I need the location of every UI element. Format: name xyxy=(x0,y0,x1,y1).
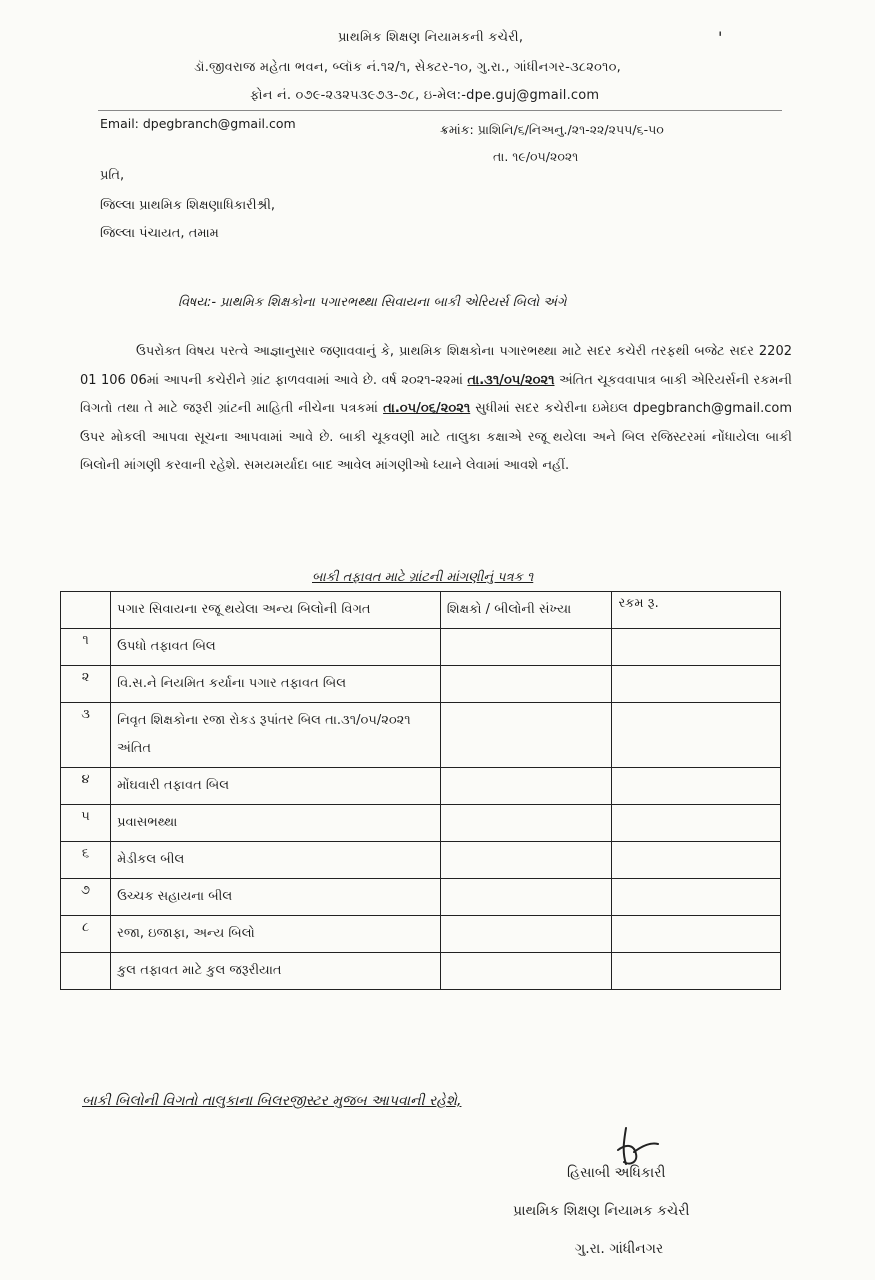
office-address: ડૉ.જીવરાજ મહેતા ભવન, બ્લૉક નં.૧૨/૧, સેક્ટર-૧૦, ગુ.રા., ગાંધીનગર-૩૮૨૦૧૦, xyxy=(194,60,621,75)
row-number: ૧ xyxy=(61,629,111,666)
office-contact: ફોન નં. ૦૭૯-૨૩૨૫૩૯૭૩-૭૮, ઇ-મેલ:-dpe.guj@gmail.com xyxy=(250,88,600,103)
table-row xyxy=(61,879,781,916)
row-count-cell[interactable] xyxy=(440,703,612,768)
body-paragraph xyxy=(80,338,792,481)
recipient-panchayat: જિલ્લા પંચાયત, તમામ xyxy=(100,226,219,241)
row-count-cell[interactable] xyxy=(440,629,612,666)
body-part-1: ઉપરોક્ત વિષય પરત્વે આજ્ઞાનુસાર જણાવવાનું કે, પ્રાથમિક શિક્ષકોના પગારભથ્થા માટે સદર કચેરી તરફથી બજેટ સદર 2202 01 106 06માં આપની કચેરીને ગ્રાંટ ફાળવવામાં આવે છે. વર્ષ ૨૦૨૧-૨૨માં xyxy=(80,344,792,388)
row-count-cell[interactable] xyxy=(440,879,612,916)
row-amount-cell[interactable] xyxy=(612,629,781,666)
corner-mark: ' xyxy=(718,28,723,47)
table-row xyxy=(61,805,781,842)
signature-office: પ્રાથમિક શિક્ષણ નિયામક કચેરી xyxy=(513,1203,690,1219)
row-description: ઉચ્ચક સહાયના બીલ xyxy=(111,879,441,916)
table-total-row xyxy=(61,953,781,990)
header-count-cell: શિક્ષકો / બીલોની સંખ્યા xyxy=(440,592,612,629)
body-part-3: સુધીમાં સદર કચેરીના ઇમેઇલ dpegbranch@gmail.com ઉપર મોકલી આપવા સૂચના આપવામાં આવે છે. બાકી ચૂકવણી માટે તાલુકા કક્ષાએ રજૂ થયેલા અને બિલ રજિસ્ટરમાં નોંધાયેલા બાકી બિલોની માંગણી કરવાની રહેશે. સમયમર્યાદા બાદ આવેલ માંગણીઓ ધ્યાને લેવામાં આવશે નહીં. xyxy=(80,401,793,474)
footer-note: બાકી બિલોની વિગતો તાલુકાના બિલરજીસ્ટર મુજબ આપવાની રહેશે, xyxy=(82,1093,462,1109)
table-header-row xyxy=(61,592,781,629)
row-number: ૬ xyxy=(61,842,111,879)
bill-table xyxy=(60,591,781,990)
row-amount-cell[interactable] xyxy=(612,842,781,879)
table-row xyxy=(61,703,781,768)
office-name: પ્રાથમિક શિક્ષણ નિયામકની કચેરી, xyxy=(338,30,524,45)
signature-place: ગુ.રા. ગાંધીનગર xyxy=(575,1241,664,1257)
row-number: ૫ xyxy=(61,805,111,842)
body-part-2: અંતિત ચૂકવવાપાત્ર બાકી એરિયર્સની રકમની વિગતો તથા તે માટે જરૂરી ગ્રાંટની માહિતી નીચેના પત્રકમાં xyxy=(80,372,793,417)
row-description: મેડીકલ બીલ xyxy=(111,842,441,879)
letter-date: તા. ૧૯/૦૫/૨૦૨૧ xyxy=(493,149,579,164)
table-row xyxy=(61,666,781,703)
table-title: બાકી તફાવત માટે ગ્રાંટની માંગણીનું પત્રક ૧ xyxy=(312,570,534,585)
total-count-cell[interactable] xyxy=(440,953,612,990)
row-amount-cell[interactable] xyxy=(612,879,781,916)
row-number: ૮ xyxy=(61,916,111,953)
row-count-cell[interactable] xyxy=(440,768,612,805)
row-description: પ્રવાસભથ્થા xyxy=(111,805,441,842)
table-row xyxy=(61,768,781,805)
row-description: રજા, ઇજાફા, અન્ય બિલો xyxy=(111,916,441,953)
row-number: ૪ xyxy=(61,768,111,805)
row-count-cell[interactable] xyxy=(440,666,612,703)
row-description: ઉપધો તફાવત બિલ xyxy=(111,629,441,666)
recipient-officer: જિલ્લા પ્રાથમિક શિક્ષણાધિકારીશ્રી, xyxy=(100,198,276,213)
total-label: કુલ તફાવત માટે કુલ જરૂરીયાત xyxy=(111,953,441,990)
row-amount-cell[interactable] xyxy=(612,703,781,768)
header-divider xyxy=(98,110,782,111)
header-amount-cell: રકમ રૂ. xyxy=(612,592,781,629)
total-amount-cell[interactable] xyxy=(612,953,781,990)
row-count-cell[interactable] xyxy=(440,916,612,953)
recipient-to: પ્રતિ, xyxy=(100,168,125,183)
row-count-cell[interactable] xyxy=(440,805,612,842)
total-num-cell xyxy=(61,953,111,990)
row-number: ૭ xyxy=(61,879,111,916)
table-row xyxy=(61,842,781,879)
header-desc-cell: પગાર સિવાયના રજૂ થયેલા અન્ય બિલોની વિગત xyxy=(111,592,441,629)
header-num-cell xyxy=(61,592,111,629)
row-amount-cell[interactable] xyxy=(612,666,781,703)
body-date-2: તા.૦૫/૦૬/૨૦૨૧ xyxy=(383,401,471,417)
row-amount-cell[interactable] xyxy=(612,805,781,842)
row-number: ૩ xyxy=(61,703,111,768)
row-amount-cell[interactable] xyxy=(612,916,781,953)
row-number: ૨ xyxy=(61,666,111,703)
body-date-1: તા.૩૧/૦૫/૨૦૨૧ xyxy=(467,372,555,388)
signature-title: હિસાબી અધિકારી xyxy=(567,1165,666,1181)
row-description: નિવૃત શિક્ષકોના રજા રોકડ રૂપાંતર બિલ તા.૩૧/૦૫/૨૦૨૧ અંતિત xyxy=(111,703,441,768)
row-description: વિ.સ.ને નિયમિત કર્યાના પગાર તફાવત બિલ xyxy=(111,666,441,703)
table-row xyxy=(61,629,781,666)
email-line: Email: dpegbranch@gmail.com xyxy=(100,116,296,131)
row-amount-cell[interactable] xyxy=(612,768,781,805)
table-row xyxy=(61,916,781,953)
row-count-cell[interactable] xyxy=(440,842,612,879)
reference-number: ક્રમાંક: પ્રાશિનિ/૬/નિઅનુ./૨૧-૨૨/૨૫૫/૬-૫૦ xyxy=(440,122,664,137)
subject-line: વિષય:- પ્રાથમિક શિક્ષકોના પગારભથ્થા સિવાયના બાકી એરિયર્સ બિલો અંગે xyxy=(178,295,567,310)
row-description: મોંઘવારી તફાવત બિલ xyxy=(111,768,441,805)
